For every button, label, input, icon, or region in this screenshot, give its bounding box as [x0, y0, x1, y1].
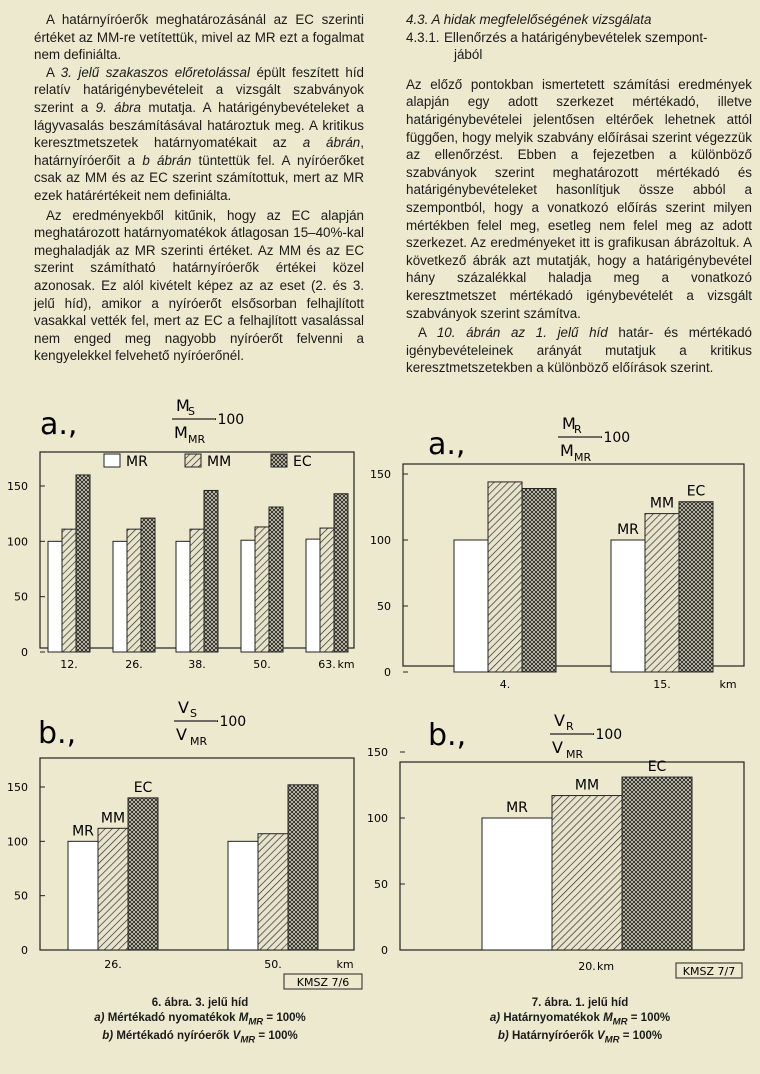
fig7a-bar-label-ec: EC	[686, 483, 706, 500]
fig6b-bar-mr	[228, 841, 258, 950]
fig6a-bar-mr	[113, 541, 127, 652]
fig6a-formula-num: M	[176, 396, 190, 415]
right-paragraph-2: A 10. ábrán az 1. jelű híd határ- és mértékadó igénybevételeinek arányát mutatjuk a kritikus keresztmetszetekben a különböző előírások szerint.	[406, 325, 752, 376]
fig7a-formula-den: M	[560, 441, 574, 460]
fig6b-ytick-label: 100	[7, 835, 28, 849]
figure7-caption	[410, 996, 750, 1048]
fig6a-category-label: 63.	[318, 658, 336, 671]
fig6b-ytick-label: 150	[7, 781, 28, 794]
fig6a-legend-swatch-mr	[104, 454, 120, 467]
figure6-caption-a: a) Mértékadó nyomatékok $M_{MR} = 100\%$	[94, 1012, 306, 1028]
fig7b-formula-den: V	[552, 738, 563, 757]
fig7a-formula-num: M	[562, 414, 576, 433]
fig7a-bar-ec	[522, 489, 556, 672]
fig7b-category-label: 20.	[578, 960, 596, 973]
fig7b-panel-label: b.,	[428, 718, 467, 753]
fig7b-bar-label-mm: MM	[574, 777, 600, 794]
fig7a-formula-mult: ·100	[599, 430, 631, 446]
fig6a-category-label: 38.	[188, 658, 206, 671]
fig7b-ytick-label: 50	[374, 878, 388, 891]
fig6b-formula-num: V	[178, 698, 189, 717]
fig7a-bar-mr	[454, 540, 488, 672]
fig7b-ytick-label: 0	[381, 944, 388, 957]
fig6a-bar-mm	[62, 529, 76, 652]
fig7b-formula-num: V	[554, 711, 565, 730]
figure6-caption-b: b) Mértékadó nyíróerők $V_{MR} = 100\%$	[102, 1030, 298, 1046]
fig6b-bar-mm	[98, 828, 128, 950]
fig7b-bar-mm	[552, 796, 622, 950]
fig7b-formula-mult: ·100	[591, 727, 623, 743]
fig6a-bar-mr	[48, 541, 62, 652]
fig6a-formula-num-sub: S	[188, 405, 195, 418]
fig7b-x-unit: km	[597, 960, 615, 973]
fig6b-bar-ec	[288, 785, 318, 950]
fig6a-formula-den-sub: MR	[188, 433, 206, 446]
fig6a-bar-ec	[204, 490, 218, 652]
figure7-caption-b: b) Határnyíróerők $V_{MR} = 100\%$	[497, 1030, 663, 1046]
fig6a-category-label: 26.	[125, 658, 143, 671]
fig7a-formula-den-sub: MR	[574, 451, 592, 464]
fig6b-formula-mult: ·100	[215, 714, 247, 730]
fig7b-bar-label-mr: MR	[506, 800, 528, 816]
figure6-caption-title: 6. ábra. 3. jelű híd	[151, 997, 249, 1009]
fig7a-ytick-label: 50	[377, 600, 391, 613]
fig6a-panel-label: a.,	[40, 407, 78, 442]
fig6a-legend-label-ec: EC	[293, 454, 312, 470]
fig6b-category-label: 50.	[264, 958, 282, 971]
fig7a-bar-label-mm: MM	[649, 495, 675, 512]
right-paragraph-1: Az előző pontokban ismertetett számítási eredmények alapján egy adott szerkezet mértékadó, illetve határigénybevételei jelentősen eltérőek lehetnek attól függően, hogy melyik szabvány előírásai szerint végezzük az ellenőrzést. Ebben a fejezetben a különböző szabványok szerint meghatározott mértékadó és határigénybevételeket hasonlítjuk össze abból a szempontból, hogy a vonatkozó előírás szerint milyen mértékben felel meg, esetleg nem felel meg az adott szerkezet. Az eredményeket itt is grafikusan ábrázoltuk. A következő ábrák azt mutatják, hogy a határigénybevétel hány százalékkal haladja meg a vonatkozó keresztmetszet mértékadó igénybevételét a vizsgált szabványok szerint számítva.	[406, 76, 752, 321]
left-paragraph-1: A határnyíróerők meghatározásánál az EC szerinti értéket az MM-re vetítettük, mivel az MR ezt a fogalmat nem definiálta.	[34, 12, 364, 63]
fig6a-ytick-label: 0	[21, 646, 28, 659]
figure7-caption-a: a) Határnyomatékok $M_{MR} = 100\%$	[489, 1012, 671, 1028]
stamp-fig7: KMSZ 7/7	[682, 965, 736, 978]
fig6b-x-unit: km	[336, 958, 354, 971]
fig7b-bar-mr	[482, 818, 552, 950]
fig7b-ytick-label: 100	[367, 812, 388, 825]
fig6a-ytick-label: 150	[7, 480, 28, 493]
fig6b-bar-mm	[258, 834, 288, 950]
fig7a-category-label: 4.	[499, 678, 511, 691]
fig6b-bar-mr	[68, 841, 98, 950]
fig6a-formula-den: M	[174, 423, 188, 442]
fig7a-category-label: 15.	[653, 678, 671, 691]
fig6b-formula-den-sub: MR	[190, 735, 208, 748]
fig6b-ytick-label: 50	[14, 889, 28, 903]
fig6a-legend-label-mm: MM	[207, 454, 232, 470]
fig7a-ytick-label: 150	[370, 468, 391, 481]
fig7a-formula-num-sub: R	[574, 423, 582, 436]
left-paragraph-2: A 3. jelű szakaszos előretolással épült feszített híd relatív határigénybevételeit a vizsgált szabványok szerint a 9. ábra mutatja. A határigénybevételeket a lágyvasalás beszámításával határoztuk meg. A kritikus keresztmetszetek határnyomatékait az a ábrán, határnyíróerőit a b ábrán tüntettük fel. A nyíróerőket csak az MM és az EC szerint számítottuk, mert az MR ezek határértékeit nem definiálta.	[34, 64, 364, 203]
fig7b-formula-den-sub: MR	[566, 748, 584, 761]
left-paragraph-3: Az eredményekből kitűnik, hogy az EC alapján meghatározott határnyomatékok átlagosan 15–40%-kal meghaladják az MR szerinti értéket. Az MM és az EC szerint számítható határnyíróerők értékei közel azonosak. Ez alól kivételt képez az az eset (2. és 3. jelű híd), amikor a nyíróerőt elsősorban felhajlított vasakkal vették fel, mert az EC a felhajlított vasalással nem enged meg nagyobb nyíróerőt felvenni a kengyelekkel felvehető nyíróerőnél.	[34, 207, 364, 364]
fig6b-ytick-label: 0	[21, 944, 28, 957]
fig6a-legend-swatch-mm	[185, 454, 201, 467]
fig6a-bar-mm	[190, 529, 204, 652]
fig7a-ytick-label: 0	[384, 666, 391, 679]
fig6a-formula-mult: ·100	[213, 412, 245, 428]
fig6a-bar-mr	[176, 541, 190, 652]
section-title: 4.3. A hidak megfelelőségének vizsgálata	[406, 12, 652, 27]
fig6a-legend-swatch-ec	[271, 454, 287, 467]
fig6b-formula-num-sub: S	[190, 707, 197, 720]
charts-layer	[7, 396, 744, 973]
fig7a-bar-mr	[611, 540, 645, 672]
fig6a-bar-ec	[269, 507, 283, 652]
fig7b-formula-num-sub: R	[566, 720, 574, 733]
fig7a-bar-label-mr: MR	[617, 522, 639, 538]
fig7b-bar-label-ec: EC	[647, 759, 667, 776]
fig7b-ytick-label: 150	[367, 746, 388, 759]
fig6a-legend-label-mr: MR	[126, 454, 148, 470]
fig6a-bar-mr	[306, 539, 320, 652]
fig6a-bar-ec	[334, 494, 348, 652]
fig6a-bar-mm	[127, 529, 141, 652]
figure7-caption-title: 7. ábra. 1. jelű híd	[531, 997, 629, 1009]
fig6b-formula-den: V	[176, 725, 187, 744]
fig6a-category-label: 12.	[60, 658, 78, 671]
fig6a-x-unit: km	[337, 658, 355, 671]
fig6a-bar-ec	[141, 518, 155, 652]
fig7a-bar-mm	[645, 514, 679, 672]
fig7a-ytick-label: 100	[370, 534, 391, 547]
fig6a-ytick-label: 50	[14, 590, 28, 604]
fig6a-bar-ec	[76, 475, 90, 652]
stamp-fig6: KMSZ 7/6	[296, 976, 350, 989]
fig6b-bar-label-mm: MM	[100, 810, 126, 827]
fig7a-bar-ec	[679, 502, 713, 672]
subsection-title: 4.3.1. Ellenőrzés a határigénybevételek szempont- jából	[406, 29, 708, 63]
fig6a-bar-mm	[320, 528, 334, 652]
fig7a-x-unit: km	[719, 678, 737, 691]
fig6a-bar-mm	[255, 527, 269, 652]
fig7a-panel-label: a.,	[428, 427, 466, 462]
fig6a-bar-mr	[241, 540, 255, 652]
fig6b-category-label: 26.	[104, 958, 122, 971]
figure6-caption	[30, 996, 370, 1048]
fig7b-bar-ec	[622, 777, 692, 950]
fig6a-ytick-label: 100	[7, 535, 28, 549]
fig6b-bar-label-ec: EC	[133, 779, 153, 796]
fig6b-bar-label-mr: MR	[72, 823, 94, 840]
fig6b-bar-ec	[128, 798, 158, 950]
fig6b-panel-label: b.,	[38, 716, 77, 751]
fig6a-category-label: 50.	[253, 658, 271, 671]
fig7a-bar-mm	[488, 482, 522, 672]
